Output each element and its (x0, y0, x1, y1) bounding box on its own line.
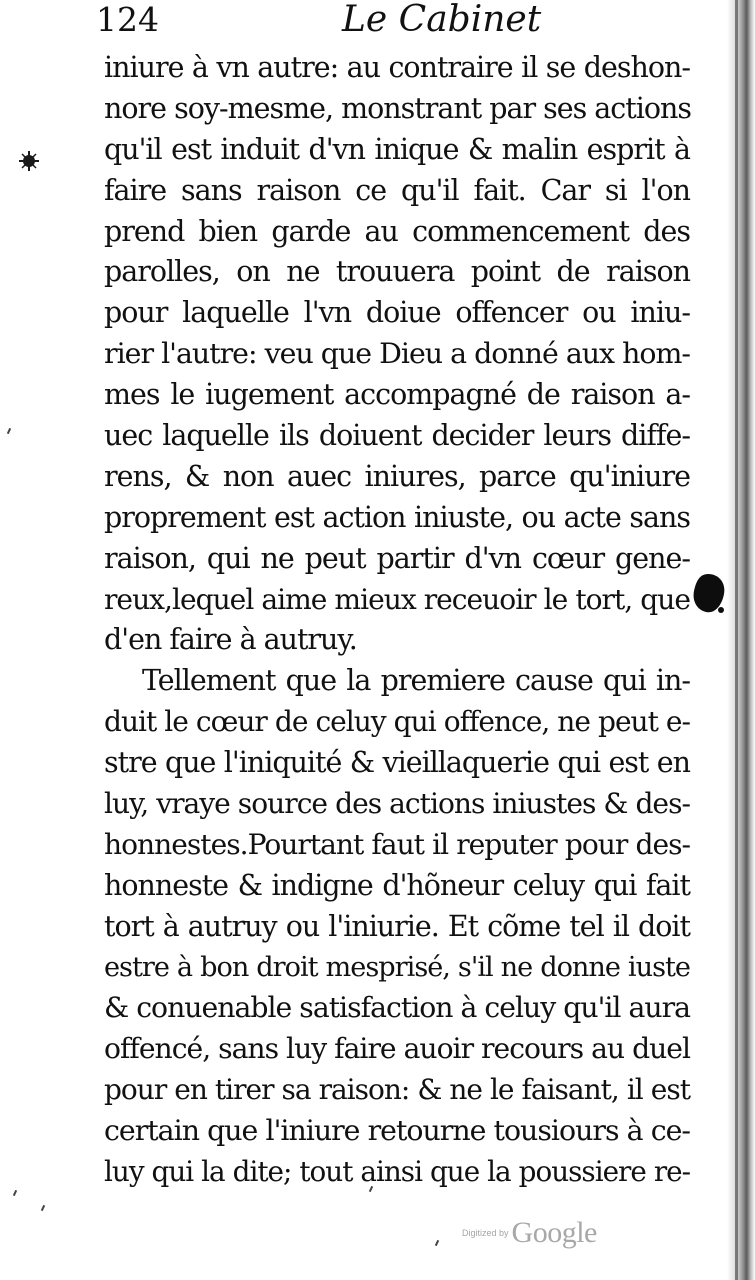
running-head: Le Cabinet (342, 0, 542, 40)
text-line: prend bien garde au commencement des (104, 214, 690, 248)
page-number: 124 (96, 0, 159, 39)
text-line: proprement est action iniuste, ou acte sans (104, 500, 690, 534)
text-line: qu'il est induit d'vn inique & malin esprit à (104, 132, 690, 166)
text-line: duit le cœur de celuy qui offence, ne peut e- (104, 705, 690, 739)
text-line: rier l'autre: veu que Dieu a donné aux hom- (104, 337, 690, 371)
page-edge-line (735, 0, 738, 1280)
page-gutter-edge (727, 0, 755, 1280)
text-line: luy qui la dite; tout ainsi que la poussiere re- (104, 1155, 690, 1189)
scan-speck (7, 428, 11, 434)
scan-speck (13, 1190, 17, 1196)
page-header (96, 0, 656, 48)
text-line: honnestes.Pourtant faut il reputer pour des- (104, 827, 690, 861)
text-line: stre que l'iniquité & vieillaquerie qui est en (104, 746, 690, 780)
text-line: pour laquelle l'vn doiue offencer ou iniu- (104, 296, 690, 330)
text-line: Tellement que la premiere cause qui in- (142, 664, 690, 698)
text-line: rens, & non auec iniures, parce qu'iniure (104, 459, 690, 493)
scan-speck (41, 1205, 45, 1211)
text-line: pour en tirer sa raison: & ne le faisant, il est (104, 1073, 690, 1107)
google-logo: Google (511, 1216, 597, 1249)
text-line: offencé, sans luy faire auoir recours au duel (104, 1032, 690, 1066)
text-line: uec laquelle ils doiuent decider leurs diffe- (104, 419, 690, 453)
text-line: d'en faire à autruy. (104, 623, 357, 657)
text-line: raison, qui ne peut partir d'vn cœur gene- (104, 541, 690, 575)
digitized-by-label: Digitized by (462, 1228, 509, 1238)
text-line: luy, vraye source des actions iniustes & des- (104, 787, 690, 821)
text-line: honneste & indigne d'hõneur celuy qui fait (104, 868, 690, 902)
digitized-by-google-watermark (462, 1216, 597, 1256)
text-line: nore soy-mesme, monstrant par ses actions (104, 91, 691, 125)
text-line: certain que l'iniure retourne tousiours à ce- (104, 1114, 690, 1148)
scan-speck (435, 1240, 439, 1246)
text-line: iniure à vn autre: au contraire il se deshon- (104, 51, 690, 84)
text-line: tort à autruy ou l'iniurie. Et cõme tel il doit (104, 909, 690, 943)
text-line: mes le iugement accompagné de raison a- (104, 378, 690, 412)
body-text (104, 48, 690, 1193)
text-line: parolles, on ne trouuera point de raison (104, 255, 690, 289)
text-line: reux,lequel aime mieux receuoir le tort, que (104, 582, 690, 616)
ornament-mark-icon (18, 150, 40, 172)
text-line: & conuenable satisfaction à celuy qu'il aura (104, 991, 690, 1025)
ink-blot-icon (688, 568, 728, 618)
text-line: estre à bon droit mesprisé, s'il ne donne iuste (104, 951, 690, 983)
text-line: faire sans raison ce qu'il fait. Car si l'on (104, 173, 690, 207)
